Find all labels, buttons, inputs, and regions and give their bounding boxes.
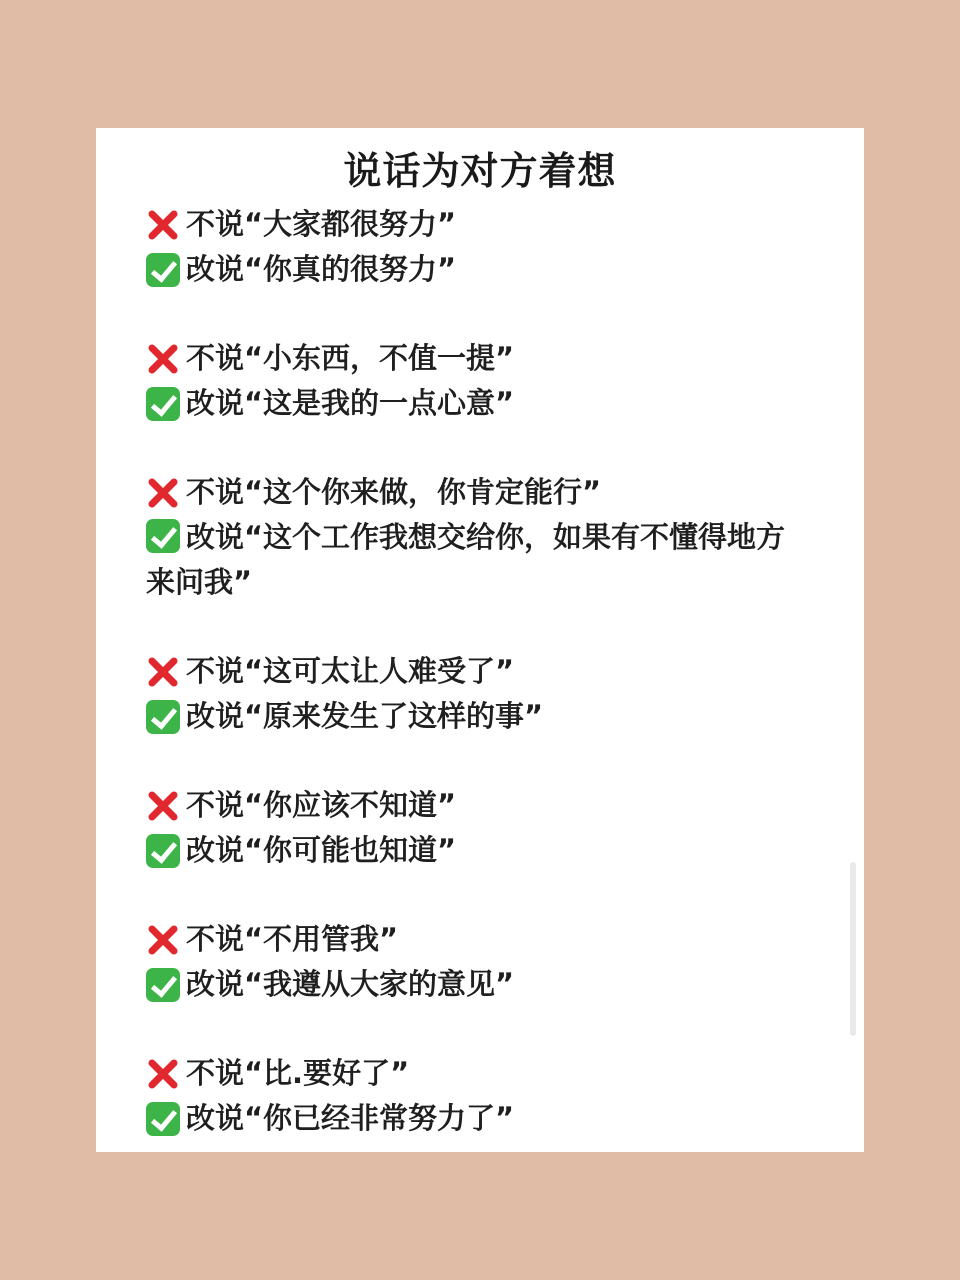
dont-say-line [146, 649, 864, 694]
scrollbar[interactable] [850, 862, 856, 1036]
phrase-pair-7 [146, 1051, 864, 1141]
do-say-text: 改说“你可能也知道” [186, 833, 457, 867]
dont-say-text: 不说“这个你来做，你肯定能行” [186, 475, 602, 509]
cross-mark-icon [146, 476, 180, 510]
cross-mark-icon [146, 655, 180, 689]
phrase-pair-1 [146, 202, 864, 292]
do-say-line [146, 247, 864, 292]
check-mark-icon [146, 968, 180, 1002]
check-mark-icon [146, 387, 180, 421]
phrase-pair-6 [146, 917, 864, 1007]
dont-say-line [146, 202, 864, 247]
do-say-text: 改说“我遵从大家的意见” [186, 967, 515, 1001]
cross-mark-icon [146, 342, 180, 376]
do-say-text: 改说“你真的很努力” [186, 252, 457, 286]
cross-mark-icon [146, 923, 180, 957]
page-title: 说话为对方着想 [343, 149, 617, 193]
check-mark-icon [146, 253, 180, 287]
dont-say-line [146, 783, 864, 828]
do-say-line [146, 1096, 864, 1141]
content-card [96, 128, 864, 1152]
do-say-line [146, 694, 864, 739]
phrase-pair-3 [146, 470, 864, 605]
dont-say-line [146, 1051, 864, 1096]
do-say-line [146, 828, 864, 873]
phrase-pair-4 [146, 649, 864, 739]
do-say-line [146, 515, 806, 605]
do-say-text: 改说“这是我的一点心意” [186, 386, 515, 420]
dont-say-text: 不说“你应该不知道” [186, 788, 457, 822]
check-mark-icon [146, 700, 180, 734]
dont-say-line [146, 917, 864, 962]
cross-mark-icon [146, 208, 180, 242]
dont-say-line [146, 336, 864, 381]
phrase-pair-5 [146, 783, 864, 873]
dont-say-text: 不说“比.要好了” [186, 1056, 410, 1090]
dont-say-text: 不说“这可太让人难受了” [186, 654, 515, 688]
dont-say-line [146, 470, 864, 515]
do-say-text: 改说“这个工作我想交给你，如果有不懂得地方来问我” [146, 520, 786, 599]
phrase-pair-2 [146, 336, 864, 426]
dont-say-text: 不说“大家都很努力” [186, 207, 457, 241]
check-mark-icon [146, 519, 180, 553]
check-mark-icon [146, 834, 180, 868]
do-say-text: 改说“原来发生了这样的事” [186, 699, 544, 733]
do-say-line [146, 381, 864, 426]
do-say-text: 改说“你已经非常努力了” [186, 1101, 515, 1135]
cross-mark-icon [146, 789, 180, 823]
dont-say-text: 不说“不用管我” [186, 922, 399, 956]
check-mark-icon [146, 1102, 180, 1136]
cross-mark-icon [146, 1057, 180, 1091]
do-say-line [146, 962, 864, 1007]
dont-say-text: 不说“小东西，不值一提” [186, 341, 515, 375]
